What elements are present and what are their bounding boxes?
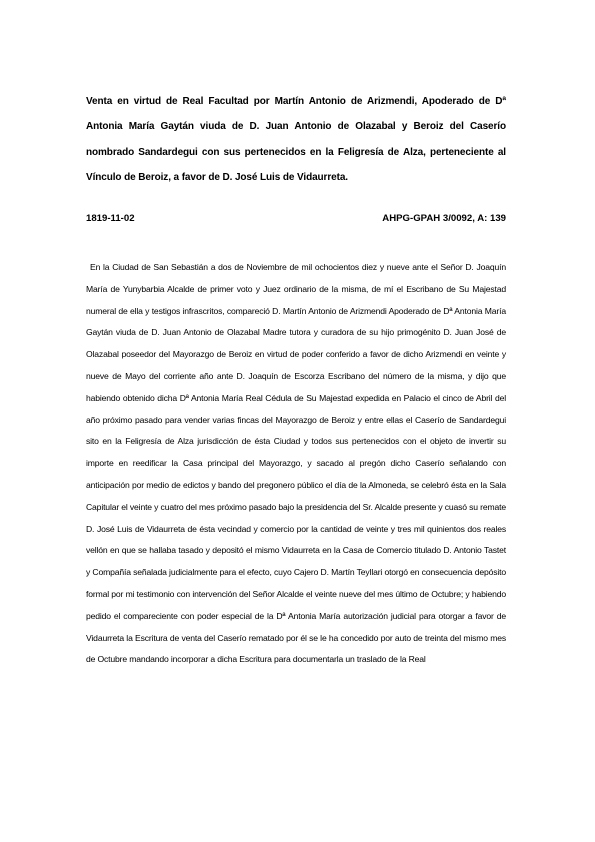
document-body: En la Ciudad de San Sebastián a dos de Noviembre de mil ochocientos diez y nueve ante el Señor D. Joaquín María de Yunybarbia Alcalde de primer voto y Juez ordinario de la misma, de mí el Escribano de Su Majestad numeral de ella y testigos infrascritos, compareció D. Martín Antonio de Arizmendi Apoderado de Dª Antonia María Gaytán viuda de D. Juan Antonio de Olazabal Madre tutora y curadora de su hijo primogénito D. Juan José de Olazabal poseedor del Mayorazgo de Beroiz en virtud de poder conferido a favor de dicho Arizmendi en veinte y nueve de Mayo del corriente año ante D. Joaquín de Escorza Escribano del número de la misma, y dijo que habiendo obtenido dicha Dª Antonia María Real Cédula de Su Majestad expedida en Palacio el cinco de Abril del año próximo pasado para vender varias fincas del Mayorazgo de Beroiz y entre ellas el Caserío de Sandardegui sito en la Feligresía de Alza jurisdicción de ésta Ciudad y todos sus pertenecidos con el objeto de invertir su importe en reedificar la Casa principal del Mayorazgo, y sacado al pregón dicho Caserío señalando con anticipación por medio de edictos y bando del pregonero público el día de la Almoneda, se celebró ésta en la Sala Capitular el veinte y cuatro del mes próximo pasado bajo la presidencia del Sr. Alcalde presente y cuasó su remate D. José Luis de Vidaurreta de ésta vecindad y comercio por la cantidad de veinte y tres mil quinientos dos reales vellón en que se hallaba tasado y depositó el mismo Vidaurreta en la Casa de Comercio titulado D. Antonio Tastet y Compañía señalada judicialmente para el efecto, cuyo Cajero D. Martín Teyllari otorgó en consecuencia depósito formal por mi testimonio con intervención del Señor Alcalde el veinte nueve del mes último de Octubre; y habiendo pedido el compareciente con poder especial de la Dª Antonia María autorización judicial para otorgar a favor de Vidaurreta la Escritura de venta del Caserío rematado por él se le ha concedido por auto de treinta del mismo mes de Octubre mandando incorporar a dicha Escritura para documentarla un traslado de la Real	[86, 262, 506, 665]
document-date: 1819-11-02	[86, 213, 135, 224]
archive-reference: AHPG-GPAH 3/0092, A: 139	[382, 213, 506, 224]
document-title: Venta en virtud de Real Facultad por Martín Antonio de Arizmendi, Apoderado de Dª Antonia María Gaytán viuda de D. Juan Antonio de Olazabal y Beroiz del Caserío nombrado Sandardegui con sus pertenecidos en la Feligresía de Alza, perteneciente al Vínculo de Beroiz, a favor de D. José Luis de Vidaurreta.	[86, 96, 506, 183]
